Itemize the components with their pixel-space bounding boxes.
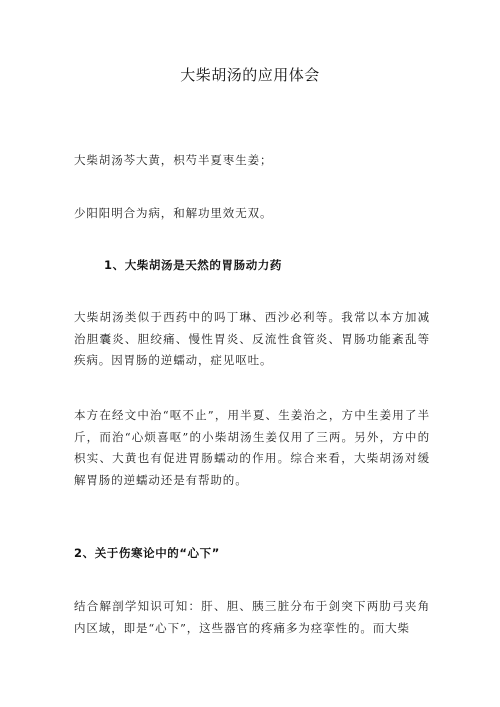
section-2-heading: 2、关于伤寒论中的“心下” [74,546,220,560]
verse-line-1: 大柴胡汤芩大黄，枳芍半夏枣生姜； [74,153,273,167]
section-2-paragraph-1: 结合解剖学知识可知：肝、胆、胰三脏分布于剑突下两肋弓夹角内区域，即是“心下”，这些器官的疼痛多为痉挛性的。而大柴 [74,599,430,635]
section-1-paragraph-1: 大柴胡汤类似于西药中的吗丁琳、西沙必利等。我常以本方加减治胆囊炎、胆绞痛、慢性胃炎、反流性食管炎、胃肠功能紊乱等疾病。因胃肠的逆蠕动，症见呕吐。 [74,310,430,367]
section-1-heading: 1、大柴胡汤是天然的胃肠动力药 [104,258,282,272]
document-title: 大柴胡汤的应用体会 [180,66,320,84]
verse-line-2: 少阳阳明合为病，和解功里效无双。 [74,206,273,220]
section-1-paragraph-2: 本方在经文中治“呕不止”，用半夏、生姜治之，方中生姜用了半斤，而治“心烦喜呕”的小柴胡汤生姜仅用了三两。另外，方中的枳实、大黄也有促进胃肠蠕动的作用。综合来看，大柴胡汤对缓解胃肠的逆蠕动还是有帮助的。 [74,408,430,487]
